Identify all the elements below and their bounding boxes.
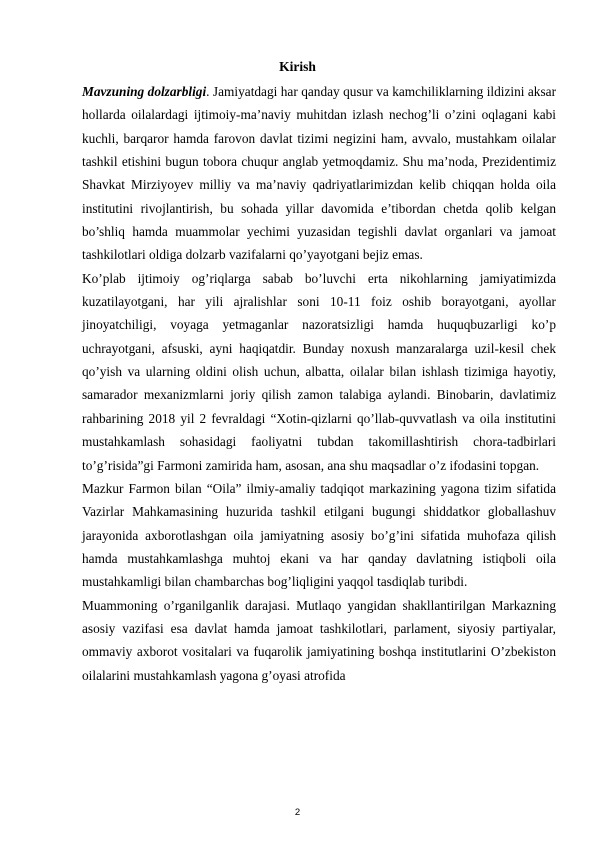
paragraph-relevance [82,80,556,267]
paragraph-decree [82,477,556,594]
paragraph-text: Muammoning o’rganilganlik darajasi. Mutlaqo yangidan shakllantirilgan Markazning asosiy vazifasi esa davlat hamda jamoat tashkilotlari, parlament, siyosiy partiyalar, ommaviy axborot vositalari va fuqarolik jamiyatining boshqa institutlarini O’zbekiston oilalarini mustahkamlash yagona g’oyasi atrofida [82,597,556,683]
paragraph-text: Mazkur Farmon bilan “Oila” ilmiy-amaliy tadqiqot markazining yagona tizim sifatida Vazirlar Mahkamasining huzurida tashkil etilgani bugungi shiddatkor globallashuv jarayonida axborotlashgan oila jamiyatning asosiy bo’g’ini sifatida muhofaza qilish hamda mustahkamlashga muhtoj ekani va har qanday davlatning istiqboli oila mustahkamligi bilan chambarchas bog’liqligini yaqqol tasdiqlab turibdi. [82,480,556,590]
paragraph-text: . Jamiyatdagi har qanday qusur va kamchiliklarning ildizini aksar hollarda oilalardagi ijtimoiy-ma’naviy muhitdan izlash nechog’li o’zini oqlagani kabi kuchli, barqaror hamda farovon davlat tizimi negizini ham, avvalo, mustahkam oilalar tashkil etishini bugun tobora chuqur anglab yetmoqdamiz. Shu ma’noda, Prezidentimiz Shavkat Mirziyoyev milliy va ma’naviy qadriyatlarimizdan kelib chiqqan holda oila institutini rivojlantirish, bu sohada yillar davomida e’tibordan chetda qolib kelgan bo’shliq hamda muammolar yechimi yuzasidan tegishli davlat organlari va jamoat tashkilotlari oldiga dolzarb vazifalarni qo’yayotgani bejiz emas. [82,84,557,263]
paragraph-social-problems [82,267,556,477]
paragraph-research-level [82,594,556,687]
paragraph-lead: Mavzuning dolzarbligi [82,84,207,99]
page-number: 2 [294,807,301,818]
page-title: Kirish [279,59,316,74]
paragraph-text: Ko’plab ijtimoiy og’riqlarga sabab bo’luvchi erta nikohlarning jamiyatimizda kuzatilayotgani, har yili ajralishlar soni 10-11 foiz oshib borayotgani, ayollar jinoyatchiligi, voyaga yetmaganlar nazoratsizligi hamda huquqbuzarligi ko’p uchrayotgani, afsuski, ayni haqiqatdir. Bunday noxush manzaralarga uzil-kesil chek qo’yish va ularning oldini olish uchun, albatta, oilalar bilan ishlash tizimiga hayotiy, samarador mexanizmlarni joriy qilish zamon talabiga aylandi. Binobarin, davlatimiz rahbarining 2018 yil 2 fevraldagi “Xotin-qizlarni qo’llab-quvvatlash va oila institutini mustahkamlash sohasidagi faoliyatni tubdan takomillashtirish chora-tadbirlari to’g’risida”gi Farmoni zamirida ham, asosan, ana shu maqsadlar o’z ifodasini topgan. [82,270,556,473]
document-body [82,80,556,687]
